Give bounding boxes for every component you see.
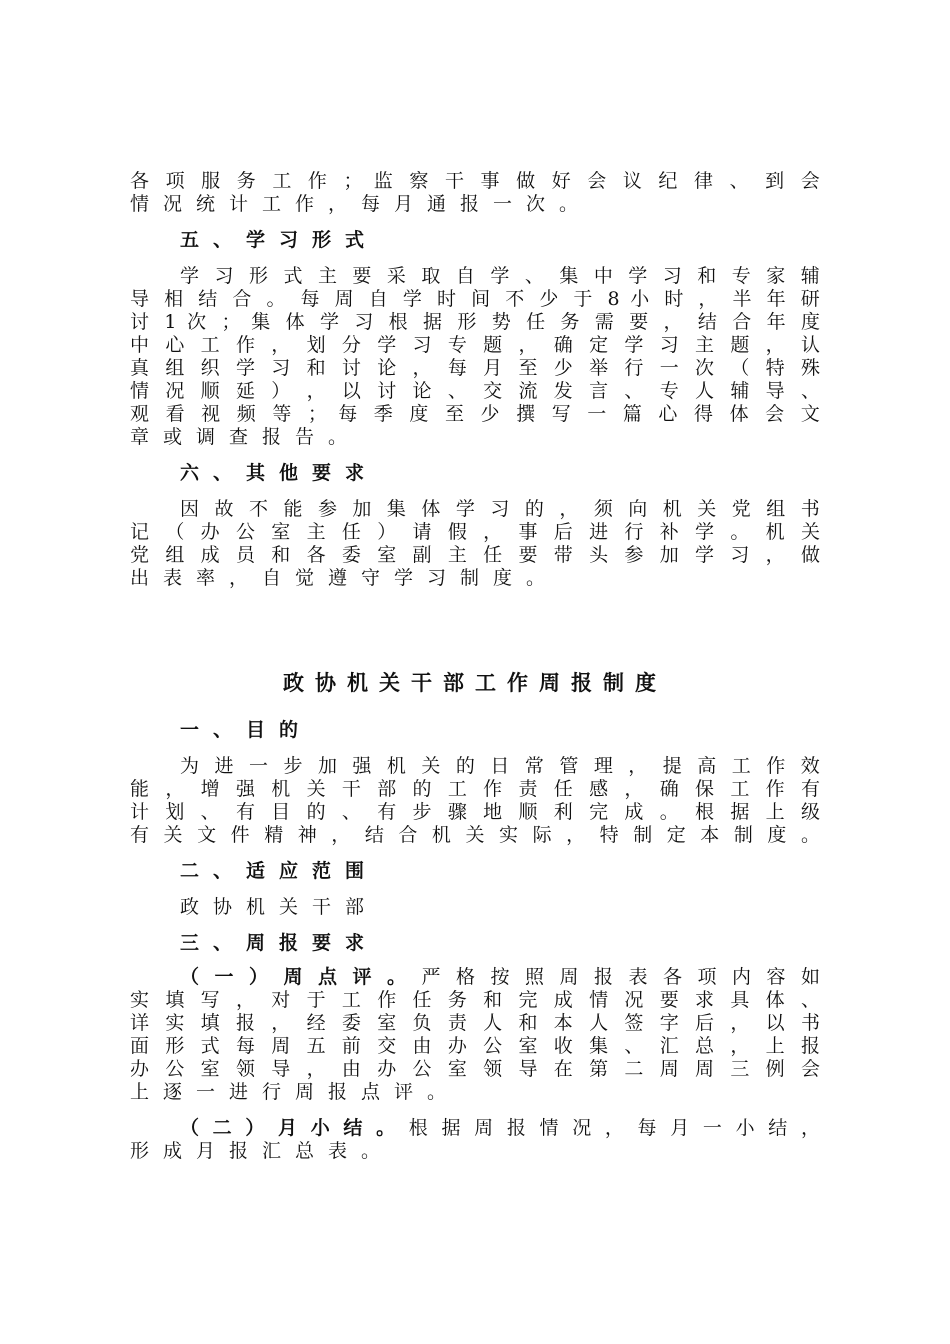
text-line <box>180 1117 820 1140</box>
text-line: 因 故 不 能 参 加 集 体 学 习 的 ， 须 向 机 关 党 组 书 <box>180 498 820 520</box>
text-line: 党 组 成 员 和 各 委 室 副 主 任 要 带 头 参 加 学 习 ， 做 <box>130 544 820 566</box>
text-line: 中 心 工 作 ， 划 分 学 习 专 题 ， 确 定 学 习 主 题 ， 认 <box>130 334 820 356</box>
text-line: 导 相 结 合 。 每 周 自 学 时 间 不 少 于 8 小 时 ， 半 年 研 <box>130 288 820 310</box>
text-line: 面 形 式 每 周 五 前 交 由 办 公 室 收 集 、 汇 总 ， 上 报 <box>130 1035 820 1057</box>
item-text: 严格按照周报表各项内容如 <box>421 966 820 988</box>
text-line: 情况统计工作，每月通报一次。 <box>130 193 593 215</box>
text-line: 计 划 、 有 目 的 、 有 步 骤 地 顺 利 完 成 。 根 据 上 级 <box>130 801 820 823</box>
text-line: 为 进 一 步 加 强 机 关 的 日 常 管 理 ， 提 高 工 作 效 <box>180 755 820 777</box>
section-heading: 六、其他要求 <box>180 462 379 484</box>
text-line: 各 项 服 务 工 作 ； 监 察 干 事 做 好 会 议 纪 律 、 到 会 <box>130 170 820 192</box>
scope-text: 政协机关干部 <box>180 896 379 918</box>
text-line: 学 习 形 式 主 要 采 取 自 学 、 集 中 学 习 和 专 家 辅 <box>180 265 820 287</box>
section-heading: 三、周报要求 <box>180 932 379 954</box>
item-text: 根据周报情况，每月一小结， <box>408 1117 820 1139</box>
text-line: 出表率，自觉遵守学习制度。 <box>130 567 560 589</box>
section-heading: 二、适应范围 <box>180 860 379 882</box>
item-label: （二）月小结。 <box>180 1117 409 1139</box>
text-line: 章或调查报告。 <box>130 426 362 448</box>
text-line: 观 看 视 频 等 ； 每 季 度 至 少 撰 写 一 篇 心 得 体 会 文 <box>130 403 820 425</box>
section-heading: 五、学习形式 <box>180 229 379 251</box>
text-line: 办 公 室 领 导 ， 由 办 公 室 领 导 在 第 二 周 周 三 例 会 <box>130 1058 820 1080</box>
text-line: 讨 1 次 ； 集 体 学 习 根 据 形 势 任 务 需 要 ， 结 合 年 度 <box>130 311 820 333</box>
section-heading: 一、目的 <box>180 719 313 741</box>
document-title: 政协机关干部工作周报制度 <box>283 670 667 695</box>
text-line: 真 组 织 学 习 和 讨 论 ， 每 月 至 少 举 行 一 次 （ 特 殊 <box>130 357 820 379</box>
text-line: 能 ， 增 强 机 关 干 部 的 工 作 责 任 感 ， 确 保 工 作 有 <box>130 778 820 800</box>
text-line: 情 况 顺 延 ） ， 以 讨 论 、 交 流 发 言 、 专 人 辅 导 、 <box>130 380 820 402</box>
text-line: 实 填 写 ， 对 于 工 作 任 务 和 完 成 情 况 要 求 具 体 、 <box>130 989 820 1011</box>
text-line: 上逐一进行周报点评。 <box>130 1081 461 1103</box>
text-line: 形成月报汇总表。 <box>130 1140 395 1162</box>
text-line: 有 关 文 件 精 神 ， 结 合 机 关 实 际 ， 特 制 定 本 制 度 。 <box>130 824 820 846</box>
text-line: 详 实 填 报 ， 经 委 室 负 责 人 和 本 人 签 字 后 ， 以 书 <box>130 1012 820 1034</box>
text-line <box>180 966 820 989</box>
text-line: 记 （ 办 公 室 主 任 ） 请 假 ， 事 后 进 行 补 学 。 机 关 <box>130 521 820 543</box>
item-label: （一）周点评。 <box>180 966 422 988</box>
